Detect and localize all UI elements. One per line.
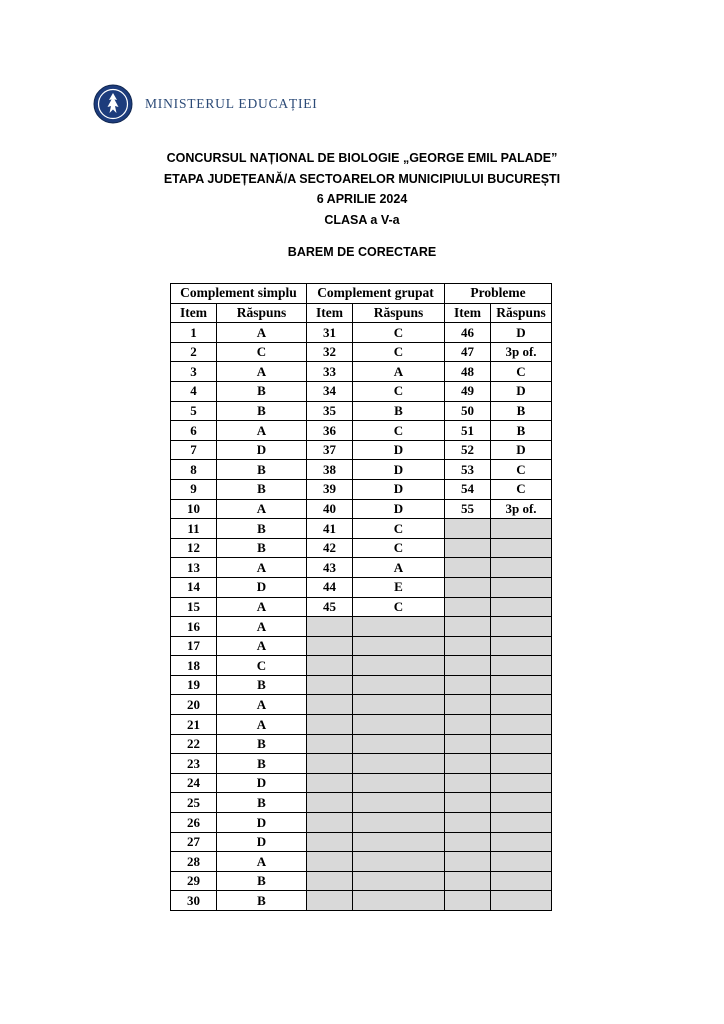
empty-shaded-cell bbox=[491, 538, 552, 558]
empty-shaded-cell bbox=[491, 891, 552, 911]
empty-shaded-cell bbox=[445, 617, 491, 637]
answer-cell: B bbox=[217, 538, 307, 558]
answer-cell: B bbox=[217, 734, 307, 754]
table-row bbox=[171, 499, 552, 519]
ministry-logo-block bbox=[93, 84, 318, 124]
answer-cell: B bbox=[217, 793, 307, 813]
item-cell: 21 bbox=[171, 715, 217, 735]
title-line-class: CLASA a V-a bbox=[324, 212, 400, 227]
answer-cell: B bbox=[217, 519, 307, 539]
table-row bbox=[171, 636, 552, 656]
item-cell: 5 bbox=[171, 401, 217, 421]
answer-cell: A bbox=[217, 421, 307, 441]
ministry-name: MINISTERUL EDUCAȚIEI bbox=[145, 96, 318, 111]
empty-shaded-cell bbox=[491, 715, 552, 735]
item-cell: 25 bbox=[171, 793, 217, 813]
empty-shaded-cell bbox=[491, 519, 552, 539]
answer-cell: D bbox=[491, 323, 552, 343]
empty-shaded-cell bbox=[445, 636, 491, 656]
item-cell: 9 bbox=[171, 479, 217, 499]
group-title-probleme: Probleme bbox=[445, 284, 552, 304]
answer-cell: A bbox=[217, 636, 307, 656]
empty-shaded-cell bbox=[445, 891, 491, 911]
table-row bbox=[171, 675, 552, 695]
item-cell: 23 bbox=[171, 754, 217, 774]
answer-cell: C bbox=[353, 519, 445, 539]
empty-shaded-cell bbox=[445, 832, 491, 852]
col-header-item: Item bbox=[171, 303, 217, 323]
empty-shaded-cell bbox=[445, 577, 491, 597]
answer-cell: A bbox=[217, 715, 307, 735]
empty-shaded-cell bbox=[307, 656, 353, 676]
empty-shaded-cell bbox=[491, 675, 552, 695]
empty-shaded-cell bbox=[307, 852, 353, 872]
table-row bbox=[171, 734, 552, 754]
table-row bbox=[171, 479, 552, 499]
empty-shaded-cell bbox=[445, 754, 491, 774]
item-cell: 45 bbox=[307, 597, 353, 617]
item-cell: 48 bbox=[445, 362, 491, 382]
empty-shaded-cell bbox=[307, 754, 353, 774]
answer-cell: A bbox=[353, 558, 445, 578]
answer-cell: B bbox=[217, 891, 307, 911]
answer-cell: C bbox=[217, 342, 307, 362]
item-cell: 15 bbox=[171, 597, 217, 617]
item-cell: 14 bbox=[171, 577, 217, 597]
empty-shaded-cell bbox=[353, 813, 445, 833]
item-cell: 19 bbox=[171, 675, 217, 695]
answer-cell: B bbox=[217, 401, 307, 421]
empty-shaded-cell bbox=[307, 617, 353, 637]
item-cell: 43 bbox=[307, 558, 353, 578]
table-row bbox=[171, 460, 552, 480]
table-row bbox=[171, 558, 552, 578]
empty-shaded-cell bbox=[445, 597, 491, 617]
item-cell: 28 bbox=[171, 852, 217, 872]
item-cell: 8 bbox=[171, 460, 217, 480]
answer-cell: C bbox=[491, 460, 552, 480]
item-cell: 6 bbox=[171, 421, 217, 441]
answer-cell: E bbox=[353, 577, 445, 597]
empty-shaded-cell bbox=[307, 832, 353, 852]
item-cell: 41 bbox=[307, 519, 353, 539]
section-title: BAREM DE CORECTARE bbox=[287, 245, 437, 259]
table-row bbox=[171, 695, 552, 715]
empty-shaded-cell bbox=[491, 852, 552, 872]
empty-shaded-cell bbox=[307, 871, 353, 891]
item-cell: 20 bbox=[171, 695, 217, 715]
group-title-complement-grupat: Complement grupat bbox=[307, 284, 445, 304]
item-cell: 40 bbox=[307, 499, 353, 519]
answer-cell: B bbox=[217, 479, 307, 499]
table-row bbox=[171, 401, 552, 421]
empty-shaded-cell bbox=[307, 695, 353, 715]
item-cell: 52 bbox=[445, 440, 491, 460]
table-row bbox=[171, 773, 552, 793]
table-row bbox=[171, 852, 552, 872]
empty-shaded-cell bbox=[491, 617, 552, 637]
empty-shaded-cell bbox=[491, 636, 552, 656]
item-cell: 47 bbox=[445, 342, 491, 362]
empty-shaded-cell bbox=[491, 597, 552, 617]
empty-shaded-cell bbox=[353, 754, 445, 774]
item-cell: 31 bbox=[307, 323, 353, 343]
item-cell: 4 bbox=[171, 381, 217, 401]
table-row bbox=[171, 715, 552, 735]
empty-shaded-cell bbox=[353, 675, 445, 695]
item-cell: 7 bbox=[171, 440, 217, 460]
empty-shaded-cell bbox=[353, 617, 445, 637]
item-cell: 32 bbox=[307, 342, 353, 362]
empty-shaded-cell bbox=[307, 636, 353, 656]
empty-shaded-cell bbox=[445, 715, 491, 735]
answer-cell: D bbox=[217, 832, 307, 852]
answer-cell: C bbox=[353, 421, 445, 441]
answer-cell: B bbox=[217, 754, 307, 774]
empty-shaded-cell bbox=[353, 715, 445, 735]
empty-shaded-cell bbox=[353, 695, 445, 715]
col-header-item: Item bbox=[445, 303, 491, 323]
item-cell: 51 bbox=[445, 421, 491, 441]
empty-shaded-cell bbox=[445, 656, 491, 676]
item-cell: 54 bbox=[445, 479, 491, 499]
table-row bbox=[171, 871, 552, 891]
empty-shaded-cell bbox=[353, 636, 445, 656]
empty-shaded-cell bbox=[445, 773, 491, 793]
answer-cell: A bbox=[217, 852, 307, 872]
item-cell: 22 bbox=[171, 734, 217, 754]
col-header-raspuns: Răspuns bbox=[491, 303, 552, 323]
table-row bbox=[171, 597, 552, 617]
answer-cell: D bbox=[217, 440, 307, 460]
item-cell: 39 bbox=[307, 479, 353, 499]
empty-shaded-cell bbox=[491, 793, 552, 813]
empty-shaded-cell bbox=[491, 773, 552, 793]
answer-cell: C bbox=[491, 479, 552, 499]
empty-shaded-cell bbox=[353, 656, 445, 676]
empty-shaded-cell bbox=[445, 871, 491, 891]
empty-shaded-cell bbox=[445, 734, 491, 754]
item-cell: 3 bbox=[171, 362, 217, 382]
table-row bbox=[171, 421, 552, 441]
group-title-complement-simplu: Complement simplu bbox=[171, 284, 307, 304]
answer-cell: D bbox=[217, 577, 307, 597]
col-header-item: Item bbox=[307, 303, 353, 323]
item-cell: 10 bbox=[171, 499, 217, 519]
item-cell: 36 bbox=[307, 421, 353, 441]
answer-cell: D bbox=[217, 773, 307, 793]
answer-cell: B bbox=[491, 401, 552, 421]
table-row bbox=[171, 656, 552, 676]
document-header bbox=[0, 148, 724, 230]
item-cell: 49 bbox=[445, 381, 491, 401]
table-row bbox=[171, 519, 552, 539]
answer-cell: D bbox=[353, 460, 445, 480]
empty-shaded-cell bbox=[353, 852, 445, 872]
table-row bbox=[171, 754, 552, 774]
empty-shaded-cell bbox=[491, 832, 552, 852]
item-cell: 18 bbox=[171, 656, 217, 676]
item-cell: 42 bbox=[307, 538, 353, 558]
empty-shaded-cell bbox=[353, 891, 445, 911]
col-header-raspuns: Răspuns bbox=[353, 303, 445, 323]
item-cell: 24 bbox=[171, 773, 217, 793]
item-cell: 12 bbox=[171, 538, 217, 558]
empty-shaded-cell bbox=[353, 734, 445, 754]
empty-shaded-cell bbox=[307, 813, 353, 833]
answer-cell: A bbox=[217, 499, 307, 519]
empty-shaded-cell bbox=[491, 871, 552, 891]
answer-cell: A bbox=[217, 558, 307, 578]
empty-shaded-cell bbox=[491, 734, 552, 754]
empty-shaded-cell bbox=[445, 813, 491, 833]
answer-cell: B bbox=[491, 421, 552, 441]
empty-shaded-cell bbox=[445, 695, 491, 715]
empty-shaded-cell bbox=[307, 793, 353, 813]
item-cell: 44 bbox=[307, 577, 353, 597]
empty-shaded-cell bbox=[307, 773, 353, 793]
answer-cell: A bbox=[217, 362, 307, 382]
item-cell: 17 bbox=[171, 636, 217, 656]
item-cell: 38 bbox=[307, 460, 353, 480]
answer-cell: B bbox=[353, 401, 445, 421]
answer-cell: A bbox=[217, 323, 307, 343]
column-header-row bbox=[171, 303, 552, 323]
answer-cell: A bbox=[353, 362, 445, 382]
item-cell: 35 bbox=[307, 401, 353, 421]
answer-cell: B bbox=[217, 460, 307, 480]
empty-shaded-cell bbox=[491, 558, 552, 578]
answer-cell: A bbox=[217, 695, 307, 715]
item-cell: 11 bbox=[171, 519, 217, 539]
group-header-row bbox=[171, 284, 552, 304]
answer-key-table bbox=[170, 283, 552, 911]
item-cell: 46 bbox=[445, 323, 491, 343]
ministry-logo-icon bbox=[93, 84, 133, 124]
answer-cell: D bbox=[353, 440, 445, 460]
item-cell: 16 bbox=[171, 617, 217, 637]
empty-shaded-cell bbox=[353, 773, 445, 793]
empty-shaded-cell bbox=[445, 793, 491, 813]
empty-shaded-cell bbox=[307, 715, 353, 735]
empty-shaded-cell bbox=[307, 734, 353, 754]
empty-shaded-cell bbox=[445, 558, 491, 578]
title-line-date: 6 APRILIE 2024 bbox=[316, 192, 408, 206]
answer-cell: C bbox=[353, 323, 445, 343]
answer-cell: C bbox=[353, 342, 445, 362]
answer-cell: B bbox=[217, 381, 307, 401]
item-cell: 13 bbox=[171, 558, 217, 578]
item-cell: 27 bbox=[171, 832, 217, 852]
col-header-raspuns: Răspuns bbox=[217, 303, 307, 323]
answer-cell: D bbox=[353, 479, 445, 499]
item-cell: 34 bbox=[307, 381, 353, 401]
answer-cell: C bbox=[353, 538, 445, 558]
table-row bbox=[171, 362, 552, 382]
answer-cell: C bbox=[491, 362, 552, 382]
empty-shaded-cell bbox=[491, 577, 552, 597]
empty-shaded-cell bbox=[445, 852, 491, 872]
answer-cell: D bbox=[353, 499, 445, 519]
table-row bbox=[171, 832, 552, 852]
item-cell: 26 bbox=[171, 813, 217, 833]
empty-shaded-cell bbox=[353, 793, 445, 813]
table-row bbox=[171, 381, 552, 401]
answer-cell: 3p of. bbox=[491, 342, 552, 362]
table-row bbox=[171, 342, 552, 362]
empty-shaded-cell bbox=[491, 813, 552, 833]
empty-shaded-cell bbox=[445, 538, 491, 558]
empty-shaded-cell bbox=[445, 519, 491, 539]
item-cell: 37 bbox=[307, 440, 353, 460]
item-cell: 30 bbox=[171, 891, 217, 911]
empty-shaded-cell bbox=[491, 695, 552, 715]
empty-shaded-cell bbox=[307, 891, 353, 911]
answer-cell: C bbox=[353, 597, 445, 617]
empty-shaded-cell bbox=[353, 871, 445, 891]
answer-cell: D bbox=[217, 813, 307, 833]
table-row bbox=[171, 323, 552, 343]
empty-shaded-cell bbox=[491, 754, 552, 774]
answer-cell: 3p of. bbox=[491, 499, 552, 519]
empty-shaded-cell bbox=[491, 656, 552, 676]
title-line-stage: ETAPA JUDEȚEANĂ/A SECTOARELOR MUNICIPIULUI BUCUREȘTI bbox=[163, 171, 561, 186]
answer-cell: B bbox=[217, 871, 307, 891]
empty-shaded-cell bbox=[307, 675, 353, 695]
answer-cell: C bbox=[353, 381, 445, 401]
table-row bbox=[171, 617, 552, 637]
table-row bbox=[171, 577, 552, 597]
empty-shaded-cell bbox=[445, 675, 491, 695]
item-cell: 2 bbox=[171, 342, 217, 362]
item-cell: 1 bbox=[171, 323, 217, 343]
item-cell: 53 bbox=[445, 460, 491, 480]
table-row bbox=[171, 891, 552, 911]
item-cell: 50 bbox=[445, 401, 491, 421]
table-row bbox=[171, 813, 552, 833]
table-row bbox=[171, 793, 552, 813]
title-line-competition: CONCURSUL NAȚIONAL DE BIOLOGIE „GEORGE EMIL PALADE” bbox=[166, 151, 558, 165]
item-cell: 33 bbox=[307, 362, 353, 382]
answer-cell: A bbox=[217, 597, 307, 617]
item-cell: 29 bbox=[171, 871, 217, 891]
answer-cell: A bbox=[217, 617, 307, 637]
table-row bbox=[171, 538, 552, 558]
item-cell: 55 bbox=[445, 499, 491, 519]
answer-cell: C bbox=[217, 656, 307, 676]
answer-cell: B bbox=[217, 675, 307, 695]
answer-cell: D bbox=[491, 381, 552, 401]
table-row bbox=[171, 440, 552, 460]
empty-shaded-cell bbox=[353, 832, 445, 852]
answer-cell: D bbox=[491, 440, 552, 460]
